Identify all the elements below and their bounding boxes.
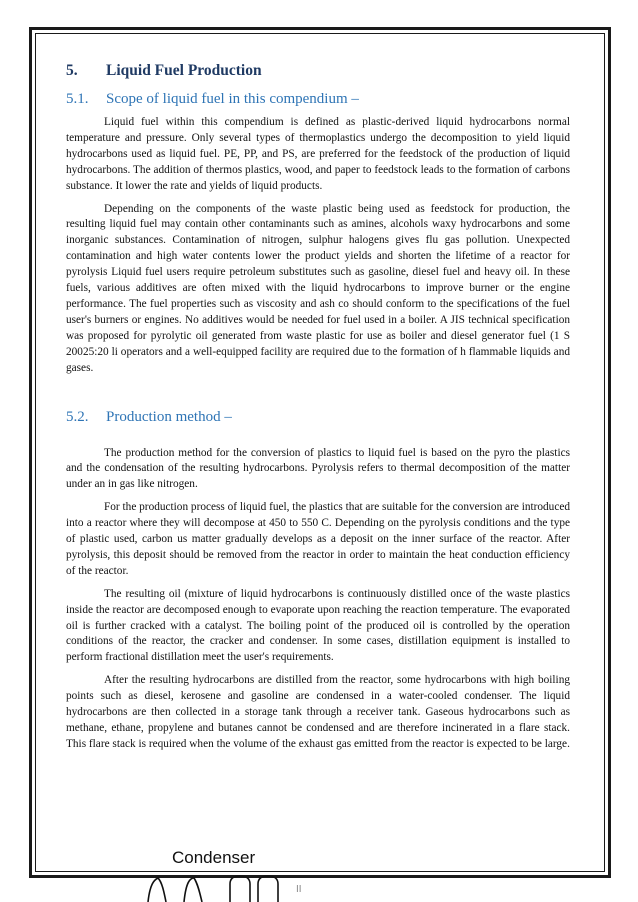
paragraph: The resulting oil (mixture of liquid hydrocarbons is continuously distilled once of the waste plastics inside the reactor are decomposed enough to evaporate upon reaching the reaction temperature. The evaporated oil is further cracked with a catalyst. The boiling point of the produced oil is controlled by the operation conditions of the reactor, the cracker and condenser. In some cases, distillation equipment is installed to perform fractional distillation meet the user's requirements. (66, 587, 570, 664)
subsection-heading-scope (66, 91, 570, 108)
section-title: Liquid Fuel Production (106, 62, 262, 79)
paragraph: The production method for the conversion of plastics to liquid fuel is based on the pyro the plastics and the condensation of the resulting hydrocarbons. Pyrolysis refers to thermal decomposition of the matter under an in gas like nitrogen. (66, 446, 570, 491)
condenser-sketch (140, 874, 300, 902)
subsection-title: Production method – (106, 408, 232, 425)
document-body (66, 62, 570, 760)
section-number: 5. (66, 62, 78, 79)
page-mark: II (296, 884, 302, 895)
paragraph: Liquid fuel within this compendium is defined as plastic-derived liquid hydrocarbons normal temperature and pressure. Only several types of thermoplastics undergo the decomposition to yield liquid hydrocarbons used as liquid fuel. PE, PP, and PS, are preferred for the feedstock of the production of liquid hydrocarbons. The addition of thermos plastics, wood, and paper to feedstock leads to the formation of carbons substance. It lower the rate and yields of liquid products. (66, 116, 570, 192)
section-heading (66, 62, 570, 80)
paragraph: Depending on the components of the waste plastic being used as feedstock for production, the resulting liquid fuel may contain other contaminants such as amines, alcohols waxy hydrocarbons and some inorganic substances. Contamination of nitrogen, sulphur halogens gives flu gas pollution. Unexpected contamination and high water contents lower the product yields and shorten the lifetime of a reactor for pyrolysis Liquid fuel users require petroleum substitutes such as gasoline, diesel fuel and heavy oil. In these fuels, various additives are often mixed with the liquid hydrocarbons to improve burner or the engine performance. The fuel properties such as viscosity and ash co should conform to the specifications of the fuel user's burners or engines. No additives would be needed for fuel used in a boiler. A JIS technical specification was proposed for pyrolytic oil generated from waste plastic for use as boiler and diesel generator fuel (1 S 20025:20 li operators and a well-equipped facility are required due to the formation of h flammable liquids and gases. (66, 202, 570, 374)
subsection-heading-production (66, 409, 570, 426)
paragraph: After the resulting hydrocarbons are distilled from the reactor, some hydrocarbons with high boiling points such as diesel, kerosene and gasoline are condensed in a water-cooled condenser. The liquid hydrocarbons are then collected in a storage tank through a receiver tank. Gaseous hydrocarbons such as methane, ethane, propylene and butanes cannot be condensed and are therefore incinerated in a flare stack. This flare stack is required when the volume of the exhaust gas emitted from the reactor is expected to be large. (66, 674, 570, 750)
paragraph: For the production process of liquid fuel, the plastics that are suitable for the conversion are introduced into a reactor where they will decompose at 450 to 550 C. Depending on the pyrolysis conditions and the type of plastic used, carbon us matter gradually develops as a deposit on the inner surface of the reactor. After pyrolysis, this deposit should be removed from the reactor in order to maintain the heat conduction efficiency of the reactor. (66, 501, 570, 577)
subsection-number: 5.2. (66, 408, 89, 425)
figure-label: Condenser (172, 848, 256, 867)
subsection-number: 5.1. (66, 91, 89, 107)
subsection-title: Scope of liquid fuel in this compendium – (106, 91, 359, 107)
